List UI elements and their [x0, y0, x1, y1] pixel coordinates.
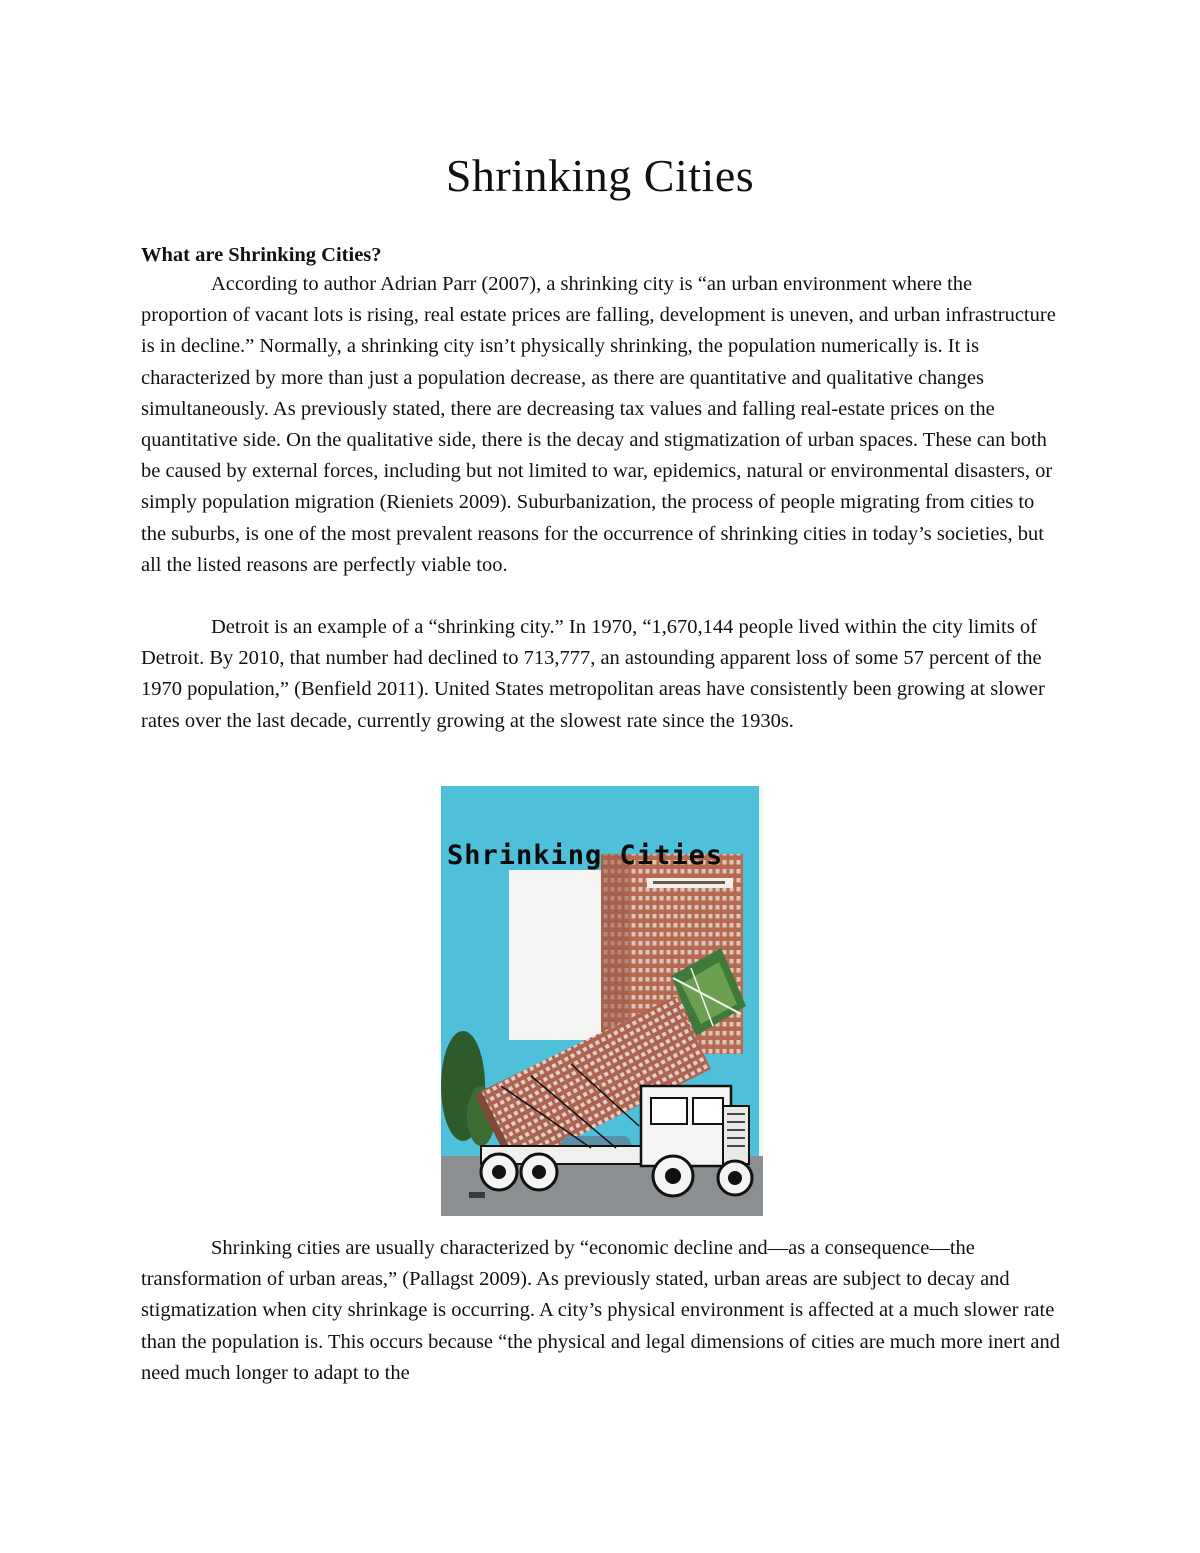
cover-title: Shrinking Cities [447, 840, 724, 871]
section-heading: What are Shrinking Cities? [141, 244, 382, 266]
book-cover-illustration [441, 786, 763, 1216]
publisher-mark [469, 1192, 485, 1198]
paragraph-1: According to author Adrian Parr (2007), a shrinking city is “an urban environment where the proportion of vacant lots is rising, real estate prices are falling, development is uneven, and urban infrastructure is in decline.” Normally, a shrinking city isn’t physically shrinking, the population numerically is. It is characterized by more than just a population decrease, as there are quantitative and qualitative changes simultaneously. As previously stated, there are decreasing tax values and falling real-estate prices on the quantitative side. On the qualitative side, there is the decay and stigmatization of urban spaces. These can both be caused by external forces, including but not limited to war, epidemics, natural or environmental disasters, or simply population migration (Rieniets 2009). Suburbanization, the process of people migrating from cities to the suburbs, is one of the most prevalent reasons for the occurrence of shrinking cities in today’s societies, but all the listed reasons are perfectly viable too. [141, 273, 1056, 576]
paragraph-2: Detroit is an example of a “shrinking city.” In 1970, “1,670,144 people lived within the city limits of Detroit. By 2010, that number had declined to 713,777, an astounding apparent loss of some 57 percent of the 1970 population,” (Benfield 2011). United States metropolitan areas have consistently been growing at slower rates over the last decade, currently growing at the slowest rate since the 1930s. [141, 616, 1045, 732]
book-cover-image [441, 786, 763, 1216]
page-title: Shrinking Cities [445, 150, 755, 201]
paragraph-3: Shrinking cities are usually characterized by “economic decline and—as a consequence—the transformation of urban areas,” (Pallagst 2009). As previously stated, urban areas are subject to decay and stigmatization when city shrinkage is occurring. A city’s physical environment is affected at a much slower rate than the population is. This occurs because “the physical and legal dimensions of cities are much more inert and need much longer to adapt to the [141, 1237, 1061, 1384]
